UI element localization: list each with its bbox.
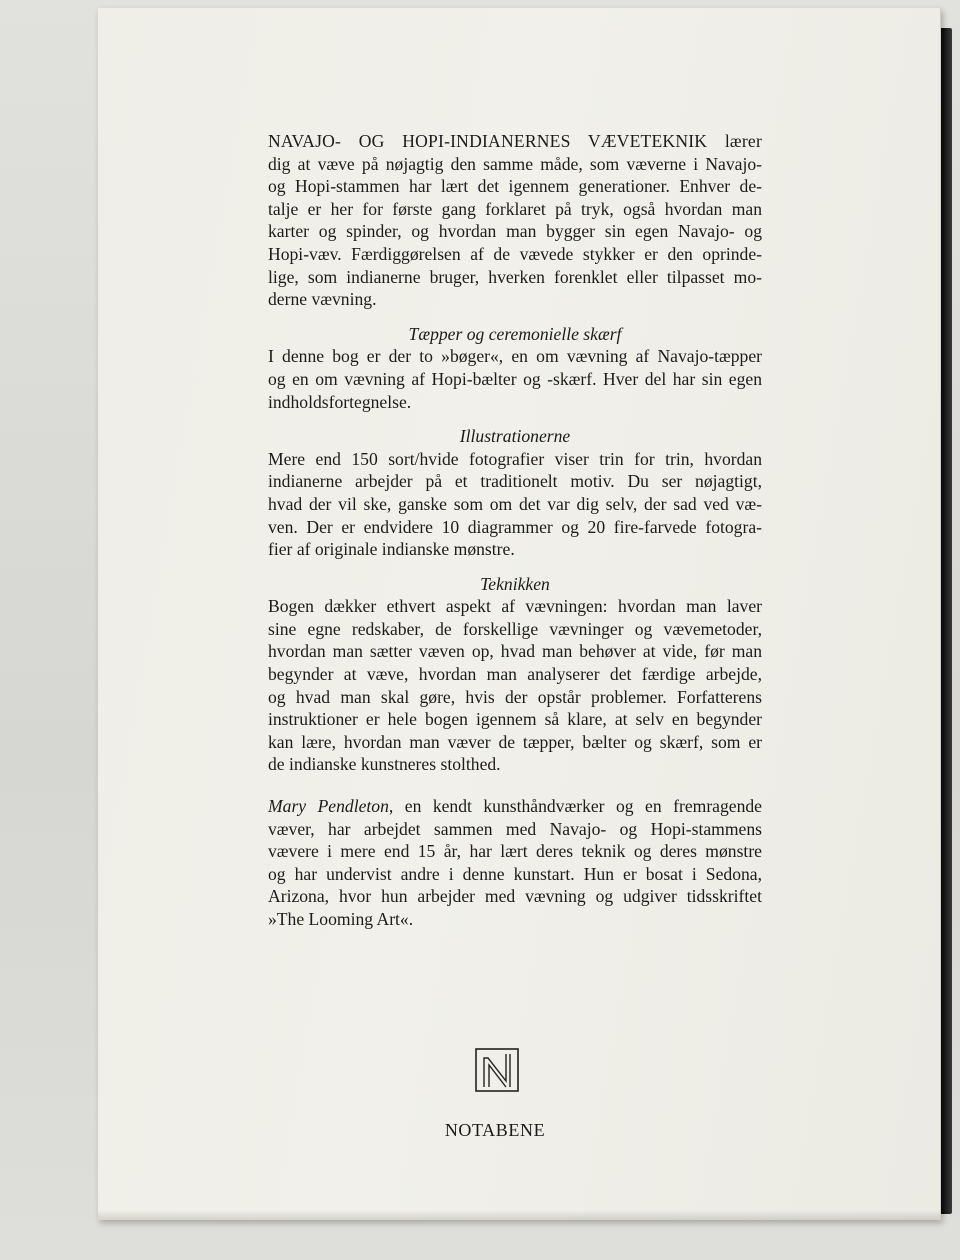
blurb-text — [268, 130, 762, 931]
intro-line: Hopi-væv. Færdiggørelsen af de vævede stykker er den oprinde- — [268, 243, 762, 264]
section-line: hvordan man sætter væven op, hvad man behøver at vide, før man — [268, 641, 762, 662]
section-heading: Teknikken — [480, 573, 550, 594]
paragraph-gap — [268, 776, 762, 795]
cover-bottom-wear — [98, 1210, 940, 1220]
bio-line: og har undervist andre i denne kunstart. Hun er bosat i Sedona, — [268, 863, 762, 884]
section-line: Bogen dækker ethvert aspekt af vævningen: hvordan man laver — [268, 596, 762, 617]
section-line: kan lære, hvordan man væver de tæpper, bælter og skærf, som er — [268, 731, 762, 752]
section-taepper — [268, 323, 762, 413]
section-line: og hvad man skal gøre, hvis der opstår problemer. Forfatterens — [268, 686, 762, 707]
section-line: begynder at væve, hvordan man analyserer det færdige arbejde, — [268, 664, 762, 685]
notabene-n-logo-icon — [475, 1048, 519, 1092]
intro-line: karter og spinder, og hvordan man bygger sin egen Navajo- og — [268, 221, 762, 242]
intro-line: talje er her for første gang forklaret på tryk, også hvordan man — [268, 198, 762, 219]
bio-line: vævere i mere end 15 år, har lært deres teknik og deres mønstre — [268, 841, 762, 862]
section-line: Mere end 150 sort/hvide fotografier viser trin for trin, hvordan — [268, 448, 762, 469]
section-line: indholdsfortegnelse. — [268, 391, 412, 412]
bio-line — [268, 795, 762, 818]
intro-line: dig at væve på nøjagtig den samme måde, som væverne i Navajo- — [268, 153, 762, 174]
bio-line: Arizona, hvor hun arbejder med vævning og udgiver tidsskriftet — [268, 886, 762, 907]
intro-line: lige, som indianerne bruger, hverken forenklet eller tilpasset mo- — [268, 266, 762, 287]
section-line: instruktioner er hele bogen igennem så klare, at selv en begynder — [268, 709, 762, 730]
section-line: de indianske kunstneres stolthed. — [268, 754, 501, 775]
author-name: Mary Pendleton — [268, 796, 389, 817]
bio-first-line-rest: , en kendt kunsthåndværker og en fremragende — [388, 796, 762, 817]
section-line: og en om vævning af Hopi-bælter og -skærf. Hver del har sin egen — [268, 368, 762, 389]
section-teknikken — [268, 573, 762, 776]
section-heading: Tæpper og ceremonielle skærf — [408, 323, 622, 344]
bio-line: »The Looming Art«. — [268, 909, 414, 929]
section-line: hvad der vil ske, ganske som om det var dig selv, der sad ved væ- — [268, 493, 762, 514]
author-bio — [268, 795, 762, 931]
section-illustrationerne — [268, 425, 762, 561]
section-line: indianerne arbejder på et traditionelt motiv. Du ser nøjagtigt, — [268, 471, 762, 492]
section-line: ven. Der er endvidere 10 diagrammer og 20 fire-farvede fotogra- — [268, 516, 762, 537]
section-line: sine egne redskaber, de forskellige vævninger og vævemetoder, — [268, 618, 762, 639]
intro-paragraph — [268, 130, 762, 311]
publisher-name: NOTABENE — [444, 1120, 546, 1140]
intro-line: og Hopi-stammen har lært det igennem generationer. Enhver de- — [268, 176, 762, 197]
section-heading: Illustrationerne — [459, 426, 571, 447]
intro-line: NAVAJO- OG HOPI-INDIANERNES VÆVETEKNIK lærer — [268, 131, 762, 151]
intro-line: derne vævning. — [268, 289, 377, 310]
bio-line: væver, har arbejdet sammen med Navajo- og Hopi-stammens — [268, 818, 762, 839]
section-line: I denne bog er der to »bøger«, en om vævning af Navajo-tæpper — [268, 346, 762, 367]
section-line: fier af originale indianske mønstre. — [268, 539, 515, 560]
